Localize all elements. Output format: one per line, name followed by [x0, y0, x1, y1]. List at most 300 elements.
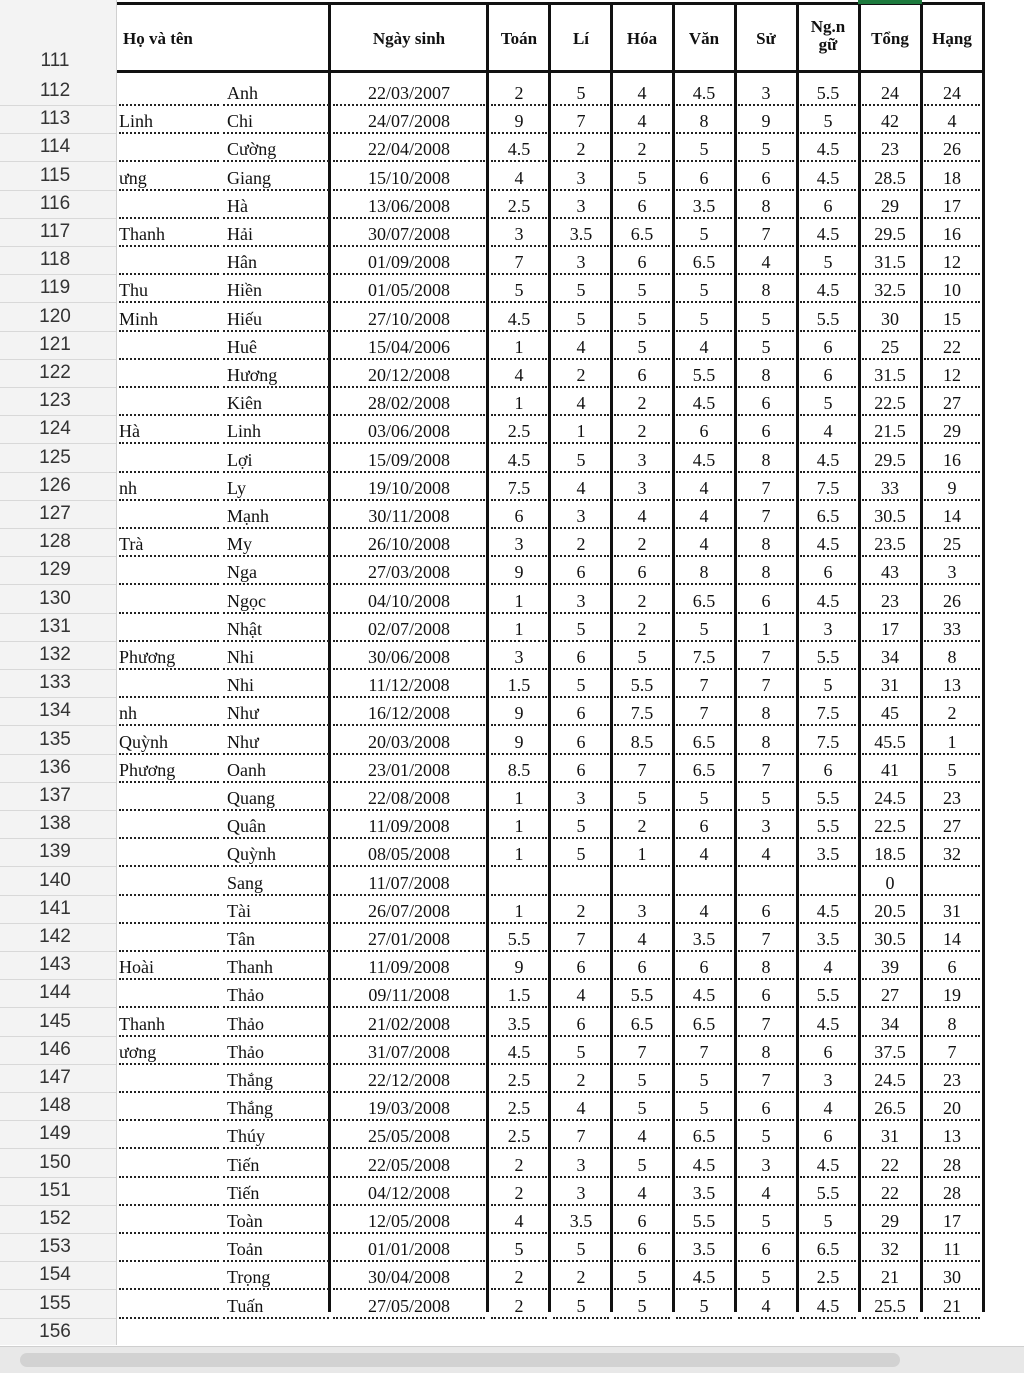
cell-ng[interactable]: 5	[800, 674, 856, 698]
cell-sur[interactable]	[119, 1182, 219, 1206]
cell-hang[interactable]: 1	[924, 731, 980, 755]
cell-ng[interactable]: 7.5	[800, 477, 856, 501]
cell-dob[interactable]: 22/03/2007	[333, 82, 485, 106]
cell-van[interactable]: 3.5	[676, 195, 732, 219]
cell-sur[interactable]	[119, 449, 219, 473]
cell-dob[interactable]: 22/05/2008	[333, 1154, 485, 1178]
cell-hang[interactable]: 11	[924, 1238, 980, 1262]
cell-tong[interactable]: 43	[862, 561, 918, 585]
cell-toan[interactable]: 1	[491, 787, 547, 811]
row-number[interactable]: 132	[39, 644, 71, 665]
cell-first[interactable]: Thanh	[223, 956, 329, 980]
cell-sur[interactable]: Minh	[119, 308, 219, 332]
cell-dob[interactable]: 30/04/2008	[333, 1266, 485, 1290]
horizontal-scrollbar[interactable]	[20, 1353, 900, 1367]
cell-su[interactable]: 5	[738, 1210, 794, 1234]
cell-van[interactable]: 3.5	[676, 1182, 732, 1206]
row-number[interactable]: 122	[39, 362, 71, 383]
cell-tong[interactable]: 37.5	[862, 1041, 918, 1065]
cell-hoa[interactable]: 5	[614, 1295, 670, 1319]
cell-dob[interactable]: 30/06/2008	[333, 646, 485, 670]
cell-hang[interactable]: 7	[924, 1041, 980, 1065]
cell-toan[interactable]: 5.5	[491, 928, 547, 952]
cell-li[interactable]: 4	[553, 336, 609, 360]
row-number[interactable]: 148	[39, 1095, 71, 1117]
cell-hang[interactable]: 8	[924, 1013, 980, 1037]
cell-hang[interactable]: 12	[924, 251, 980, 275]
cell-tong[interactable]: 31	[862, 1125, 918, 1149]
cell-toan[interactable]: 4.5	[491, 308, 547, 332]
cell-su[interactable]: 8	[738, 449, 794, 473]
cell-tong[interactable]: 32.5	[862, 279, 918, 303]
cell-van[interactable]: 3.5	[676, 928, 732, 952]
cell-first[interactable]: Tuấn	[223, 1295, 329, 1319]
cell-first[interactable]: Tài	[223, 900, 329, 924]
cell-first[interactable]: Hiền	[223, 279, 329, 303]
cell-ng[interactable]: 5.5	[800, 815, 856, 839]
row-number-header[interactable]: 111	[40, 50, 70, 71]
cell-dob[interactable]: 26/07/2008	[333, 900, 485, 924]
cell-dob[interactable]: 15/10/2008	[333, 167, 485, 191]
cell-su[interactable]: 5	[738, 1266, 794, 1290]
cell-dob[interactable]: 16/12/2008	[333, 702, 485, 726]
cell-dob[interactable]: 19/10/2008	[333, 477, 485, 501]
cell-ng[interactable]: 4.5	[800, 449, 856, 473]
cell-hang[interactable]: 13	[924, 674, 980, 698]
cell-hoa[interactable]: 6	[614, 195, 670, 219]
cell-first[interactable]: Huê	[223, 336, 329, 360]
cell-ng[interactable]: 2.5	[800, 1266, 856, 1290]
cell-su[interactable]: 6	[738, 1238, 794, 1262]
cell-dob[interactable]: 21/02/2008	[333, 1013, 485, 1037]
cell-hang[interactable]: 31	[924, 900, 980, 924]
cell-ng[interactable]: 5	[800, 110, 856, 134]
cell-dob[interactable]: 01/05/2008	[333, 279, 485, 303]
cell-hang[interactable]: 23	[924, 1069, 980, 1093]
cell-ng[interactable]: 4.5	[800, 279, 856, 303]
cell-sur[interactable]	[119, 1295, 219, 1319]
cell-dob[interactable]: 11/07/2008	[333, 872, 485, 896]
cell-toan[interactable]: 4	[491, 167, 547, 191]
cell-ng[interactable]: 4.5	[800, 223, 856, 247]
cell-sur[interactable]: Trà	[119, 533, 219, 557]
cell-hoa[interactable]: 5	[614, 1266, 670, 1290]
cell-toan[interactable]: 1	[491, 590, 547, 614]
cell-li[interactable]: 5	[553, 449, 609, 473]
cell-li[interactable]: 5	[553, 1041, 609, 1065]
cell-first[interactable]: My	[223, 533, 329, 557]
cell-hoa[interactable]: 6.5	[614, 223, 670, 247]
cell-hoa[interactable]: 6	[614, 561, 670, 585]
cell-hang[interactable]: 12	[924, 364, 980, 388]
cell-first[interactable]: Thắng	[223, 1097, 329, 1121]
cell-toan[interactable]: 2	[491, 1182, 547, 1206]
cell-hoa[interactable]: 7	[614, 759, 670, 783]
cell-ng[interactable]: 4.5	[800, 590, 856, 614]
cell-first[interactable]: Toàn	[223, 1210, 329, 1234]
cell-tong[interactable]: 34	[862, 1013, 918, 1037]
cell-hang[interactable]: 6	[924, 956, 980, 980]
cell-sur[interactable]: Quỳnh	[119, 731, 219, 755]
cell-hang[interactable]: 16	[924, 449, 980, 473]
cell-first[interactable]: Mạnh	[223, 505, 329, 529]
cell-dob[interactable]: 04/10/2008	[333, 590, 485, 614]
cell-first[interactable]: Kiên	[223, 392, 329, 416]
cell-su[interactable]: 5	[738, 138, 794, 162]
cell-hang[interactable]: 28	[924, 1154, 980, 1178]
cell-toan[interactable]: 1	[491, 618, 547, 642]
cell-ng[interactable]: 6	[800, 336, 856, 360]
cell-hang[interactable]: 22	[924, 336, 980, 360]
row-number[interactable]: 117	[39, 221, 71, 242]
cell-ng[interactable]: 5.5	[800, 308, 856, 332]
cell-first[interactable]: Nhi	[223, 646, 329, 670]
cell-tong[interactable]: 27	[862, 984, 918, 1008]
cell-hang[interactable]: 33	[924, 618, 980, 642]
cell-tong[interactable]: 18.5	[862, 843, 918, 867]
cell-li[interactable]: 3	[553, 1182, 609, 1206]
cell-ng[interactable]: 6	[800, 759, 856, 783]
cell-li[interactable]: 5	[553, 618, 609, 642]
cell-toan[interactable]: 5	[491, 1238, 547, 1262]
cell-sur[interactable]	[119, 1266, 219, 1290]
cell-tong[interactable]: 33	[862, 477, 918, 501]
cell-hang[interactable]: 8	[924, 646, 980, 670]
cell-hang[interactable]: 30	[924, 1266, 980, 1290]
cell-toan[interactable]: 2.5	[491, 195, 547, 219]
cell-sur[interactable]	[119, 1097, 219, 1121]
cell-van[interactable]: 4.5	[676, 1266, 732, 1290]
cell-su[interactable]: 7	[738, 223, 794, 247]
cell-sur[interactable]	[119, 815, 219, 839]
cell-toan[interactable]: 2	[491, 1295, 547, 1319]
cell-hoa[interactable]: 6	[614, 1210, 670, 1234]
cell-toan[interactable]: 3	[491, 223, 547, 247]
cell-van[interactable]: 6	[676, 167, 732, 191]
cell-hoa[interactable]: 2	[614, 815, 670, 839]
cell-li[interactable]: 3	[553, 251, 609, 275]
cell-sur[interactable]	[119, 392, 219, 416]
cell-su[interactable]: 7	[738, 505, 794, 529]
cell-li[interactable]: 6	[553, 956, 609, 980]
row-number[interactable]: 145	[39, 1010, 71, 1032]
cell-van[interactable]: 6	[676, 420, 732, 444]
cell-sur[interactable]	[119, 787, 219, 811]
cell-sur[interactable]	[119, 1069, 219, 1093]
cell-tong[interactable]: 29	[862, 1210, 918, 1234]
cell-tong[interactable]: 25	[862, 336, 918, 360]
cell-hoa[interactable]: 7	[614, 1041, 670, 1065]
cell-sur[interactable]	[119, 590, 219, 614]
cell-toan[interactable]: 1.5	[491, 674, 547, 698]
cell-toan[interactable]: 1.5	[491, 984, 547, 1008]
cell-hoa[interactable]: 5	[614, 167, 670, 191]
cell-ng[interactable]: 6.5	[800, 1238, 856, 1262]
cell-dob[interactable]: 15/09/2008	[333, 449, 485, 473]
cell-ng[interactable]: 6	[800, 1041, 856, 1065]
cell-ng[interactable]: 4.5	[800, 138, 856, 162]
cell-first[interactable]: Hải	[223, 223, 329, 247]
cell-van[interactable]: 5	[676, 279, 732, 303]
cell-li[interactable]: 5	[553, 815, 609, 839]
cell-first[interactable]: Nga	[223, 561, 329, 585]
cell-ng[interactable]: 6	[800, 1125, 856, 1149]
cell-su[interactable]: 8	[738, 279, 794, 303]
cell-ng[interactable]: 5	[800, 251, 856, 275]
cell-first[interactable]: Nhi	[223, 674, 329, 698]
cell-li[interactable]: 3.5	[553, 223, 609, 247]
cell-hoa[interactable]: 2	[614, 590, 670, 614]
cell-tong[interactable]: 31.5	[862, 251, 918, 275]
cell-ng[interactable]	[800, 872, 856, 896]
row-number[interactable]: 125	[39, 446, 71, 468]
cell-dob[interactable]: 19/03/2008	[333, 1097, 485, 1121]
cell-hoa[interactable]: 6.5	[614, 1013, 670, 1037]
cell-li[interactable]: 3.5	[553, 1210, 609, 1234]
cell-first[interactable]: Hà	[223, 195, 329, 219]
cell-dob[interactable]: 30/07/2008	[333, 223, 485, 247]
cell-tong[interactable]: 31	[862, 674, 918, 698]
cell-dob[interactable]: 15/04/2006	[333, 336, 485, 360]
cell-hang[interactable]: 21	[924, 1295, 980, 1319]
cell-hang[interactable]: 28	[924, 1182, 980, 1206]
cell-li[interactable]: 7	[553, 928, 609, 952]
cell-li[interactable]: 5	[553, 1295, 609, 1319]
cell-dob[interactable]: 11/09/2008	[333, 815, 485, 839]
cell-van[interactable]: 6.5	[676, 731, 732, 755]
cell-sur[interactable]	[119, 505, 219, 529]
cell-first[interactable]: Thảo	[223, 1013, 329, 1037]
cell-tong[interactable]: 23	[862, 590, 918, 614]
cell-van[interactable]: 4	[676, 336, 732, 360]
cell-su[interactable]: 8	[738, 533, 794, 557]
row-number[interactable]: 144	[39, 982, 71, 1004]
cell-dob[interactable]: 27/01/2008	[333, 928, 485, 952]
cell-ng[interactable]: 5.5	[800, 787, 856, 811]
cell-tong[interactable]: 17	[862, 618, 918, 642]
cell-dob[interactable]: 22/08/2008	[333, 787, 485, 811]
cell-van[interactable]: 6.5	[676, 1013, 732, 1037]
cell-hoa[interactable]: 7.5	[614, 702, 670, 726]
row-number[interactable]: 120	[39, 305, 71, 327]
row-number[interactable]: 152	[39, 1208, 71, 1229]
cell-toan[interactable]: 1	[491, 815, 547, 839]
cell-toan[interactable]	[491, 872, 547, 896]
cell-van[interactable]: 5	[676, 1069, 732, 1093]
cell-ng[interactable]: 3.5	[800, 928, 856, 952]
cell-tong[interactable]: 24	[862, 82, 918, 106]
cell-van[interactable]	[676, 872, 732, 896]
row-number[interactable]: 140	[39, 869, 71, 891]
cell-tong[interactable]: 29	[862, 195, 918, 219]
cell-van[interactable]: 5	[676, 138, 732, 162]
cell-first[interactable]: Như	[223, 731, 329, 755]
cell-dob[interactable]: 12/05/2008	[333, 1210, 485, 1234]
cell-li[interactable]: 2	[553, 138, 609, 162]
cell-su[interactable]: 7	[738, 1069, 794, 1093]
cell-li[interactable]: 6	[553, 759, 609, 783]
cell-ng[interactable]: 6	[800, 364, 856, 388]
cell-su[interactable]: 7	[738, 928, 794, 952]
cell-li[interactable]: 5	[553, 674, 609, 698]
cell-van[interactable]: 5	[676, 787, 732, 811]
row-number[interactable]: 139	[39, 841, 71, 863]
cell-van[interactable]: 6.5	[676, 251, 732, 275]
cell-first[interactable]: Ngọc	[223, 590, 329, 614]
cell-dob[interactable]: 28/02/2008	[333, 392, 485, 416]
cell-dob[interactable]: 27/05/2008	[333, 1295, 485, 1319]
cell-hoa[interactable]: 3	[614, 477, 670, 501]
row-number[interactable]: 154	[39, 1264, 71, 1286]
cell-su[interactable]: 4	[738, 843, 794, 867]
cell-van[interactable]: 6	[676, 956, 732, 980]
cell-hoa[interactable]: 5	[614, 646, 670, 670]
cell-hoa[interactable]: 3	[614, 900, 670, 924]
cell-dob[interactable]: 08/05/2008	[333, 843, 485, 867]
cell-tong[interactable]: 22.5	[862, 392, 918, 416]
cell-hoa[interactable]: 6	[614, 1238, 670, 1262]
cell-hoa[interactable]: 5	[614, 336, 670, 360]
cell-li[interactable]	[553, 872, 609, 896]
cell-sur[interactable]	[119, 251, 219, 275]
row-number[interactable]: 149	[39, 1123, 71, 1145]
cell-li[interactable]: 4	[553, 984, 609, 1008]
cell-hang[interactable]: 27	[924, 392, 980, 416]
cell-hang[interactable]: 23	[924, 787, 980, 811]
cell-li[interactable]: 4	[553, 477, 609, 501]
cell-toan[interactable]: 4.5	[491, 138, 547, 162]
cell-toan[interactable]: 9	[491, 731, 547, 755]
cell-hang[interactable]: 13	[924, 1125, 980, 1149]
cell-tong[interactable]: 45	[862, 702, 918, 726]
cell-tong[interactable]: 0	[862, 872, 918, 896]
cell-li[interactable]: 6	[553, 646, 609, 670]
cell-dob[interactable]: 25/05/2008	[333, 1125, 485, 1149]
cell-toan[interactable]: 9	[491, 110, 547, 134]
cell-dob[interactable]: 01/09/2008	[333, 251, 485, 275]
cell-hang[interactable]: 18	[924, 167, 980, 191]
cell-dob[interactable]: 04/12/2008	[333, 1182, 485, 1206]
cell-van[interactable]: 3.5	[676, 1238, 732, 1262]
cell-toan[interactable]: 3	[491, 646, 547, 670]
cell-first[interactable]: Như	[223, 702, 329, 726]
cell-tong[interactable]: 22.5	[862, 815, 918, 839]
cell-toan[interactable]: 4.5	[491, 449, 547, 473]
cell-van[interactable]: 7.5	[676, 646, 732, 670]
cell-su[interactable]: 7	[738, 477, 794, 501]
cell-dob[interactable]: 01/01/2008	[333, 1238, 485, 1262]
cell-hoa[interactable]: 5	[614, 787, 670, 811]
cell-hang[interactable]: 20	[924, 1097, 980, 1121]
cell-toan[interactable]: 3.5	[491, 1013, 547, 1037]
cell-dob[interactable]: 20/03/2008	[333, 731, 485, 755]
cell-van[interactable]: 4.5	[676, 1154, 732, 1178]
cell-tong[interactable]: 30	[862, 308, 918, 332]
cell-ng[interactable]: 4.5	[800, 1013, 856, 1037]
cell-hoa[interactable]: 6	[614, 364, 670, 388]
cell-toan[interactable]: 7.5	[491, 477, 547, 501]
cell-li[interactable]: 3	[553, 1154, 609, 1178]
cell-sur[interactable]	[119, 618, 219, 642]
cell-su[interactable]: 3	[738, 82, 794, 106]
cell-sur[interactable]: nh	[119, 702, 219, 726]
cell-sur[interactable]	[119, 561, 219, 585]
cell-toan[interactable]: 4.5	[491, 1041, 547, 1065]
cell-hang[interactable]: 29	[924, 420, 980, 444]
cell-hang[interactable]: 10	[924, 279, 980, 303]
row-number[interactable]: 147	[39, 1067, 71, 1088]
cell-van[interactable]: 4	[676, 505, 732, 529]
cell-ng[interactable]: 5.5	[800, 1182, 856, 1206]
cell-first[interactable]: Chi	[223, 110, 329, 134]
cell-first[interactable]: Thảo	[223, 1041, 329, 1065]
cell-first[interactable]: Thắng	[223, 1069, 329, 1093]
cell-first[interactable]: Anh	[223, 82, 329, 106]
cell-li[interactable]: 2	[553, 1069, 609, 1093]
cell-tong[interactable]: 24.5	[862, 1069, 918, 1093]
cell-van[interactable]: 4	[676, 900, 732, 924]
row-number[interactable]: 142	[39, 926, 71, 947]
cell-van[interactable]: 5	[676, 1097, 732, 1121]
cell-dob[interactable]: 13/06/2008	[333, 195, 485, 219]
cell-ng[interactable]: 5.5	[800, 82, 856, 106]
row-number[interactable]: 113	[39, 108, 71, 130]
cell-toan[interactable]: 1	[491, 392, 547, 416]
cell-ng[interactable]: 6	[800, 561, 856, 585]
cell-first[interactable]: Giang	[223, 167, 329, 191]
cell-sur[interactable]	[119, 336, 219, 360]
cell-ng[interactable]: 3.5	[800, 843, 856, 867]
cell-su[interactable]: 8	[738, 702, 794, 726]
cell-su[interactable]: 9	[738, 110, 794, 134]
cell-ng[interactable]: 3	[800, 1069, 856, 1093]
cell-hang[interactable]: 3	[924, 561, 980, 585]
cell-li[interactable]: 1	[553, 420, 609, 444]
cell-van[interactable]: 8	[676, 110, 732, 134]
cell-sur[interactable]: Linh	[119, 110, 219, 134]
cell-li[interactable]: 6	[553, 561, 609, 585]
cell-su[interactable]	[738, 872, 794, 896]
row-number[interactable]: 123	[39, 390, 71, 412]
cell-tong[interactable]: 28.5	[862, 167, 918, 191]
cell-sur[interactable]: Hoài	[119, 956, 219, 980]
cell-hang[interactable]: 17	[924, 1210, 980, 1234]
cell-van[interactable]: 4	[676, 477, 732, 501]
cell-toan[interactable]: 2	[491, 82, 547, 106]
cell-first[interactable]: Hương	[223, 364, 329, 388]
cell-sur[interactable]: Phương	[119, 759, 219, 783]
cell-toan[interactable]: 6	[491, 505, 547, 529]
cell-ng[interactable]: 4	[800, 956, 856, 980]
cell-sur[interactable]	[119, 1238, 219, 1262]
cell-ng[interactable]: 5.5	[800, 984, 856, 1008]
cell-toan[interactable]: 1	[491, 843, 547, 867]
cell-su[interactable]: 1	[738, 618, 794, 642]
cell-dob[interactable]: 20/12/2008	[333, 364, 485, 388]
cell-van[interactable]: 5	[676, 1295, 732, 1319]
cell-li[interactable]: 3	[553, 505, 609, 529]
cell-sur[interactable]	[119, 900, 219, 924]
cell-first[interactable]: Thúy	[223, 1125, 329, 1149]
cell-toan[interactable]: 9	[491, 561, 547, 585]
cell-hoa[interactable]: 6	[614, 956, 670, 980]
cell-toan[interactable]: 2.5	[491, 1069, 547, 1093]
cell-sur[interactable]	[119, 1125, 219, 1149]
cell-li[interactable]: 7	[553, 110, 609, 134]
cell-tong[interactable]: 34	[862, 646, 918, 670]
cell-hoa[interactable]: 1	[614, 843, 670, 867]
cell-hoa[interactable]: 4	[614, 1125, 670, 1149]
